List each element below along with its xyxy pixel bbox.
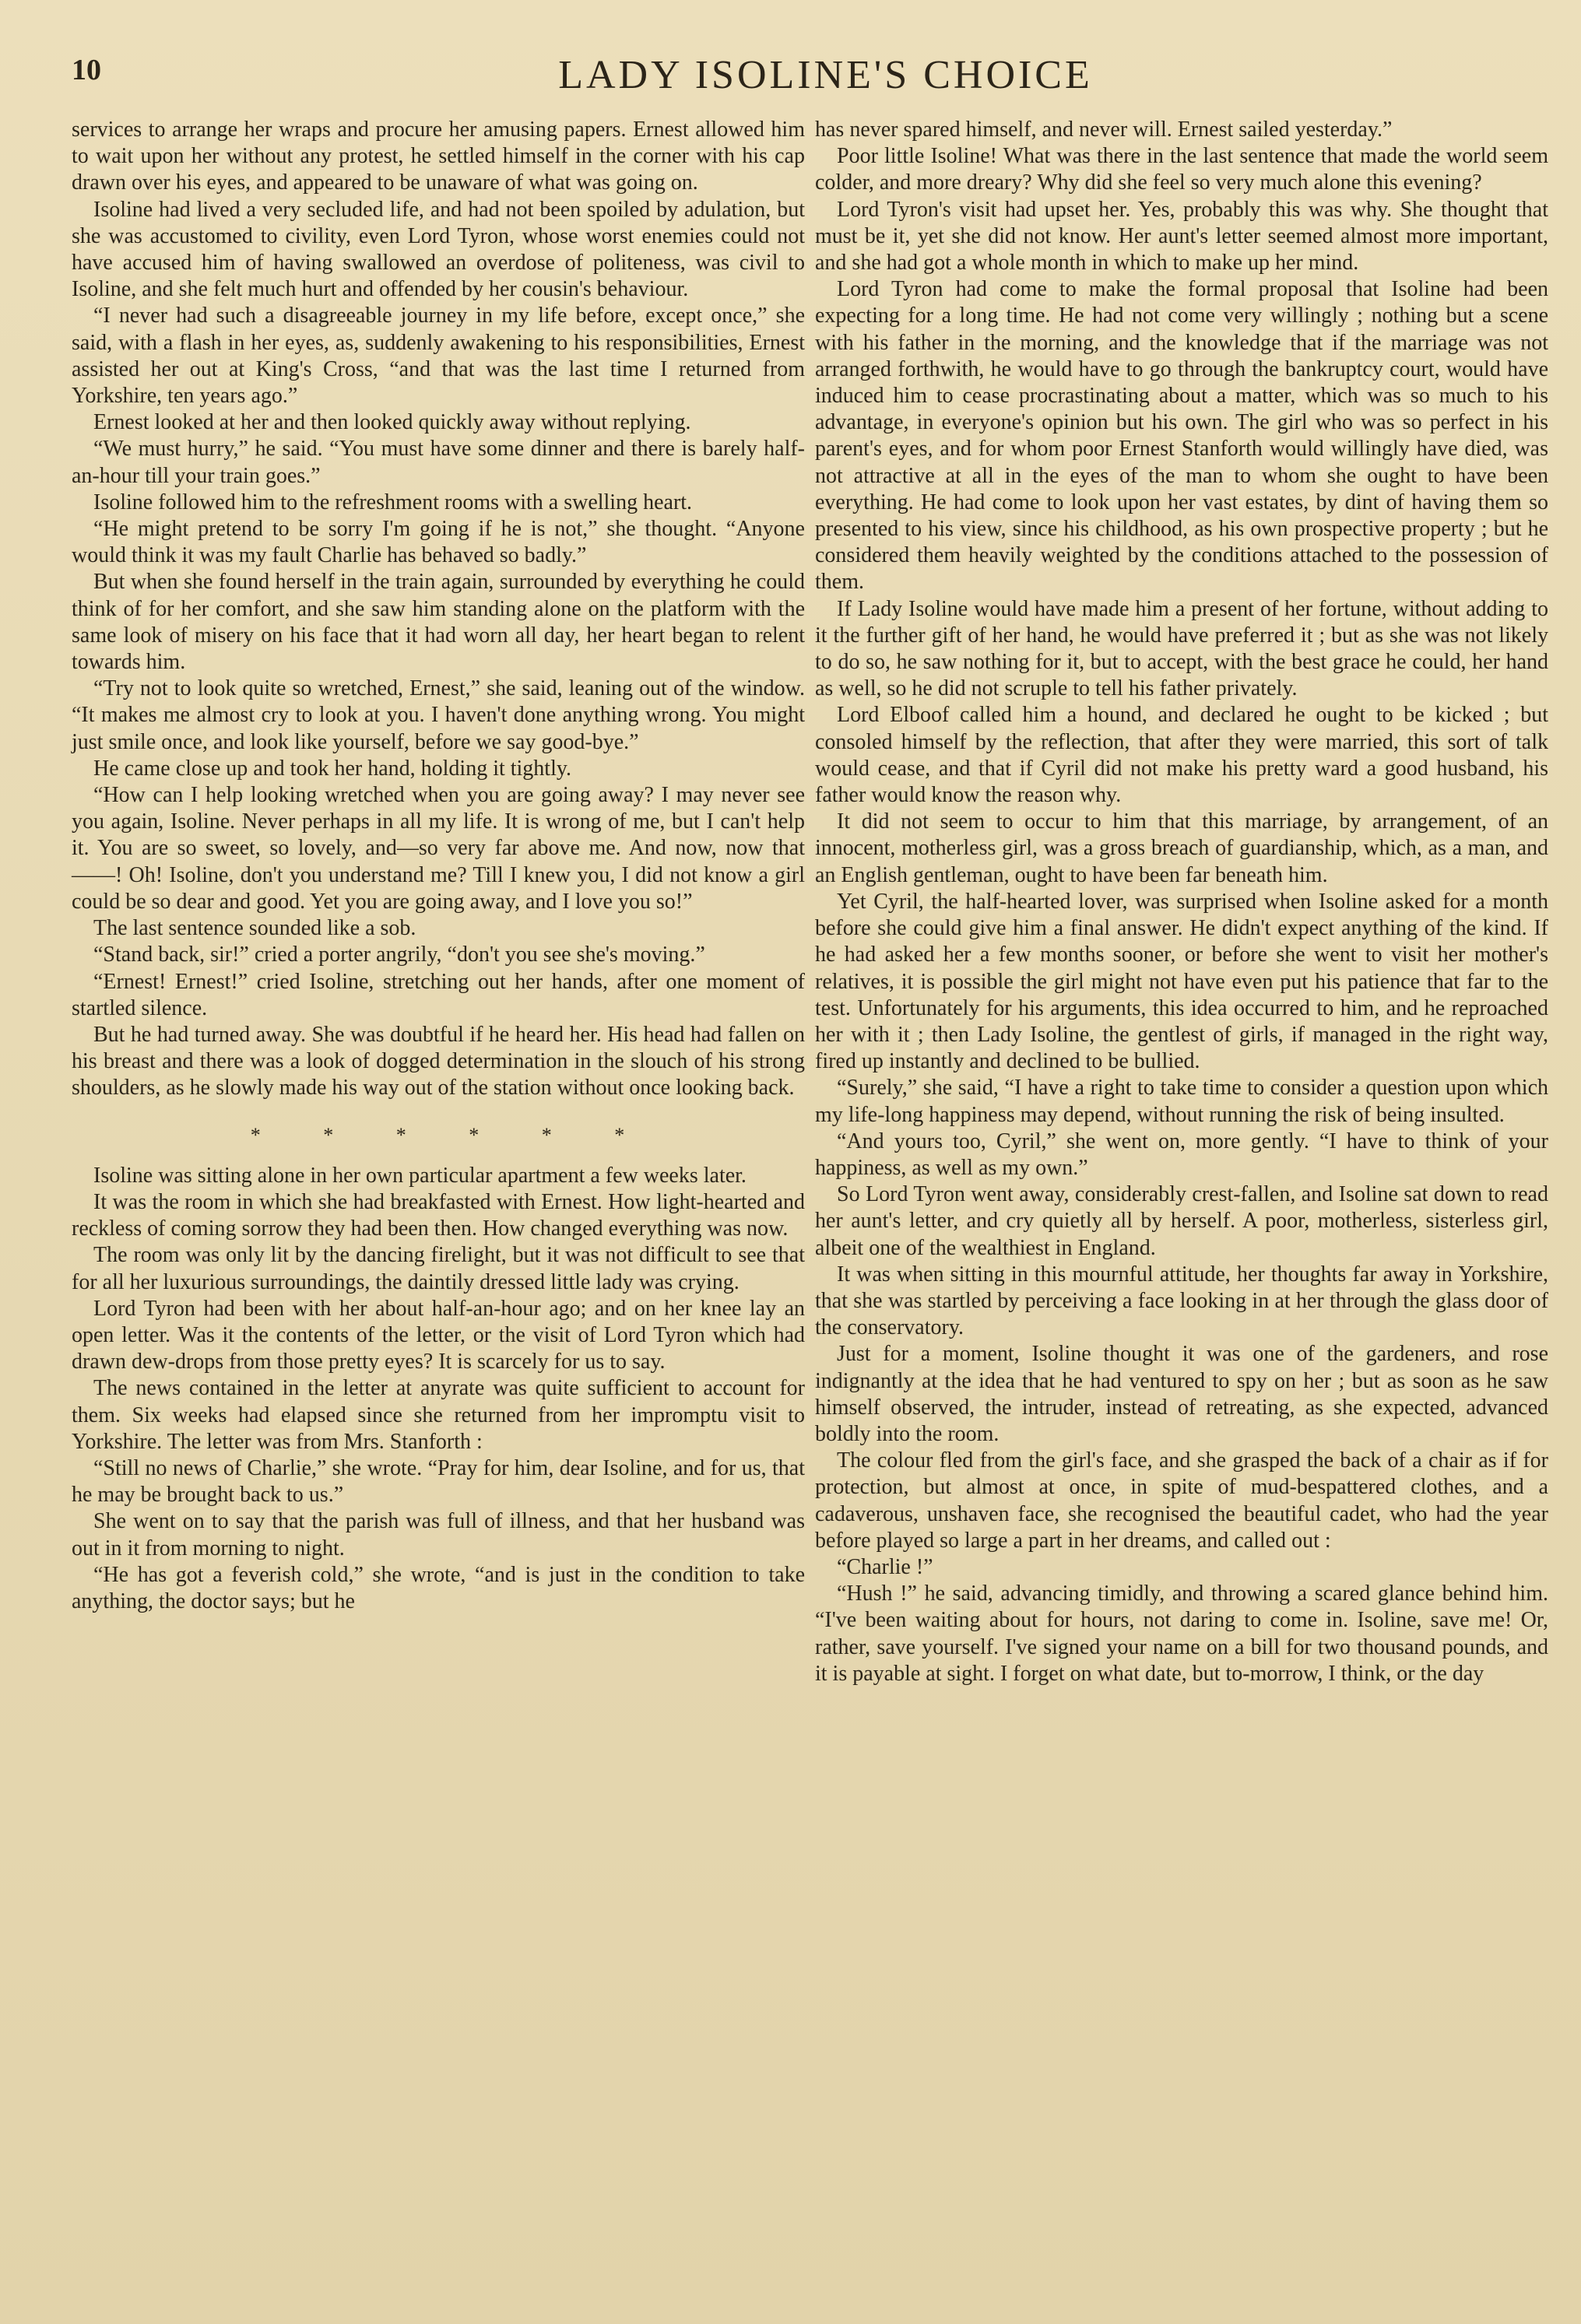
paragraph: Ernest looked at her and then looked quickly away without replying. [93,410,691,435]
paragraph: The last sentence sounded like a sob. [93,916,416,941]
paragraph: services to arrange her wraps and procure her amusing papers. Ernest allowed him to wait upon her without any protest, he settled himself in the corner with his cap drawn over his eyes, and appeared to be unaware of what was going on. [72,118,805,195]
paragraph: “How can I help looking wretched when you are going away? I may never see you again, Isoline. Never perhaps in all my life. It is wrong of me, but I can't help it. You are so sweet, so lovely, and—so very far above me. And now, now that ——! Oh! Isoline, don't you understand me? Till I knew you, I did not know a girl could be so dear and good. Yet you are going away, and I love you so!” [72,783,805,914]
paragraph: The room was only lit by the dancing firelight, but it was not difficult to see that for all her luxurious surroundings, the daintily dressed little lady was crying. [72,1243,805,1294]
right-column [815,117,1548,1687]
paragraph: She went on to say that the parish was full of illness, and that her husband was out in it from morning to night. [72,1509,805,1560]
paragraph: Isoline had lived a very secluded life, and had not been spoiled by adulation, but she was accustomed to civility, even Lord Tyron, whose worst enemies could not have accused him of having swallowed an overdose of politeness, was civil to Isoline, and she felt much hurt and offended by her cousin's behaviour. [72,197,805,302]
left-column [72,117,805,1687]
paragraph: “Surely,” she said, “I have a right to take time to consider a question upon which my life-long happiness may depend, without running the risk of being insulted. [815,1076,1548,1127]
paragraph: “And yours too, Cyril,” she went on, more gently. “I have to think of your happiness, as well as my own.” [815,1129,1548,1180]
paragraph: But he had turned away. She was doubtful if he heard her. His head had fallen on his breast and there was a look of dogged determination in the slouch of his strong shoulders, as he slowly made his way out of the station without once looking back. [72,1022,805,1101]
paragraph: If Lady Isoline would have made him a present of her fortune, without adding to it the further gift of her hand, he would have preferred it ; but as she was not likely to do so, he saw nothing for it, but to accept, with the best grace he could, her hand as well, so he did not scruple to tell his father privately. [815,596,1548,701]
paragraph: Poor little Isoline! What was there in the last sentence that made the world seem colder, and more dreary? Why did she feel so very much alone this evening? [815,144,1548,195]
paragraph: “He has got a feverish cold,” she wrote, “and is just in the condition to take anything, the doctor says; but he [72,1562,805,1613]
paragraph: “We must hurry,” he said. “You must have some dinner and there is barely half-an-hour till your train goes.” [72,437,805,488]
paragraph: “Charlie !” [837,1554,933,1579]
paragraph: “Ernest! Ernest!” cried Isoline, stretching out her hands, after one moment of startled silence. [72,969,805,1020]
paragraph: It was the room in which she had breakfasted with Ernest. How light-hearted and reckless of coming sorrow they had been then. How changed everything was now. [72,1189,805,1241]
paragraph: Lord Tyron had been with her about half-an-hour ago; and on her knee lay an open letter. Was it the contents of the letter, or the visit of Lord Tyron which had drawn dew-drops from those pretty eyes? It is scarcely for us to say. [72,1296,805,1374]
paragraph: It did not seem to occur to him that this marriage, by arrangement, of an innocent, motherless girl, was a gross breach of guardianship, which, as a man, and an English gentleman, ought to have been far beneath him. [815,809,1548,887]
text-columns [72,117,1548,1687]
paragraph: Just for a moment, Isoline thought it was one of the gardeners, and rose indignantly at the idea that he had ventured to spy on her ; but as soon as he saw himself observed, the intruder, instead of retreating, as she expected, advanced boldly into the room. [815,1342,1548,1446]
paragraph: It was when sitting in this mournful attitude, her thoughts far away in Yorkshire, that she was startled by perceiving a face looking in at her through the glass door of the conservatory. [815,1262,1548,1340]
paragraph: “Hush !” he said, advancing timidly, and throwing a scared glance behind him. “I've been waiting about for hours, not daring to come in. Isoline, save me! Or, rather, save yourself. I've signed your name on a bill for two thousand pounds, and it is payable at sight. I forget on what date, but to-morrow, I think, or the day [815,1582,1548,1686]
page-number: 10 [72,54,101,86]
paragraph: “Try not to look quite so wretched, Ernest,” she said, leaning out of the window. “It makes me almost cry to look at you. I haven't done anything wrong. You might just smile once, and look like yourself, before we say good-bye.” [72,676,805,754]
section-break: * * * * * * [250,1123,627,1146]
running-title: LADY ISOLINE'S CHOICE [558,53,1093,97]
paragraph: Isoline followed him to the refreshment rooms with a swelling heart. [93,490,693,514]
paragraph: has never spared himself, and never will. Ernest sailed yesterday.” [815,118,1393,142]
paragraph: “I never had such a disagreeable journey in my life before, except once,” she said, with a flash in her eyes, as, suddenly awakening to his responsibilities, Ernest assisted her out at King's Cross, “and that was the last time I returned from Yorkshire, ten years ago.” [72,304,805,409]
paragraph: Yet Cyril, the half-hearted lover, was surprised when Isoline asked for a month before she could give him a final answer. He didn't expect anything of the kind. If he had asked her a few months sooner, or before she went to visit her mother's relatives, it is possible the girl might not have even put his patience that far to the test. Unfortunately for his arguments, this idea occurred to him, and he reproached her with it ; then Lady Isoline, the gentlest of girls, if managed in the right way, fired up instantly and declined to be bullied. [815,889,1548,1074]
paragraph: “Stand back, sir!” cried a porter angrily, “don't you see she's moving.” [93,943,705,967]
paragraph: The news contained in the letter at anyrate was quite sufficient to account for them. Six weeks had elapsed since she returned from her impromptu visit to Yorkshire. The letter was from Mrs. Stanforth : [72,1376,805,1454]
paragraph: Lord Elboof called him a hound, and declared he ought to be kicked ; but consoled himself by the reflection, that after they were married, this sort of talk would cease, and that if Cyril did not make his pretty ward a good husband, his father would know the reason why. [815,703,1548,808]
paragraph: Lord Tyron had come to make the formal proposal that Isoline had been expecting for a long time. He had not come very willingly ; nothing but a scene with his father in the morning, and the knowledge that if the marriage was not arranged forthwith, he would have to go through the bankruptcy court, would have induced him to cease procrastinating about a matter, which was so much to his advantage, in everyone's opinion but his own. The girl who was so perfect in his parent's eyes, and for whom poor Ernest Stanforth would willingly have died, was not attractive at all in the eyes of the man to whom she ought to have been everything. He had come to look upon her vast estates, by dint of having them so presented to his view, since his childhood, as his own prospective property ; but he considered them heavily weighted by the conditions attached to the possession of them. [815,277,1548,595]
page-header [72,48,1548,103]
paragraph: “He might pretend to be sorry I'm going if he is not,” she thought. “Anyone would think it was my fault Charlie has behaved so badly.” [72,517,805,568]
paragraph: Isoline was sitting alone in her own particular apartment a few weeks later. [93,1163,747,1188]
paragraph: He came close up and took her hand, holding it tightly. [93,756,572,781]
paragraph: Lord Tyron's visit had upset her. Yes, probably this was why. She thought that must be it, yet she did not know. Her aunt's letter seemed almost more important, and she had got a whole month in which to make up her mind. [815,197,1548,276]
paragraph: So Lord Tyron went away, considerably crest-fallen, and Isoline sat down to read her aunt's letter, and cry quietly all by herself. A poor, motherless, sisterless girl, albeit one of the wealthiest in England. [815,1182,1548,1260]
paragraph: The colour fled from the girl's face, and she grasped the back of a chair as if for protection, but almost at once, in spite of mud-bespattered clothes, and a cadaverous, unshaven face, she recognised the beautiful cadet, who had the year before played so large a part in her dreams, and called out : [815,1448,1548,1553]
paragraph: But when she found herself in the train again, surrounded by everything he could think of for her comfort, and she saw him standing alone on the platform with the same look of misery on his face that it had worn all day, her heart began to relent towards him. [72,570,805,675]
paragraph: “Still no news of Charlie,” she wrote. “Pray for him, dear Isoline, and for us, that he may be brought back to us.” [72,1455,805,1508]
